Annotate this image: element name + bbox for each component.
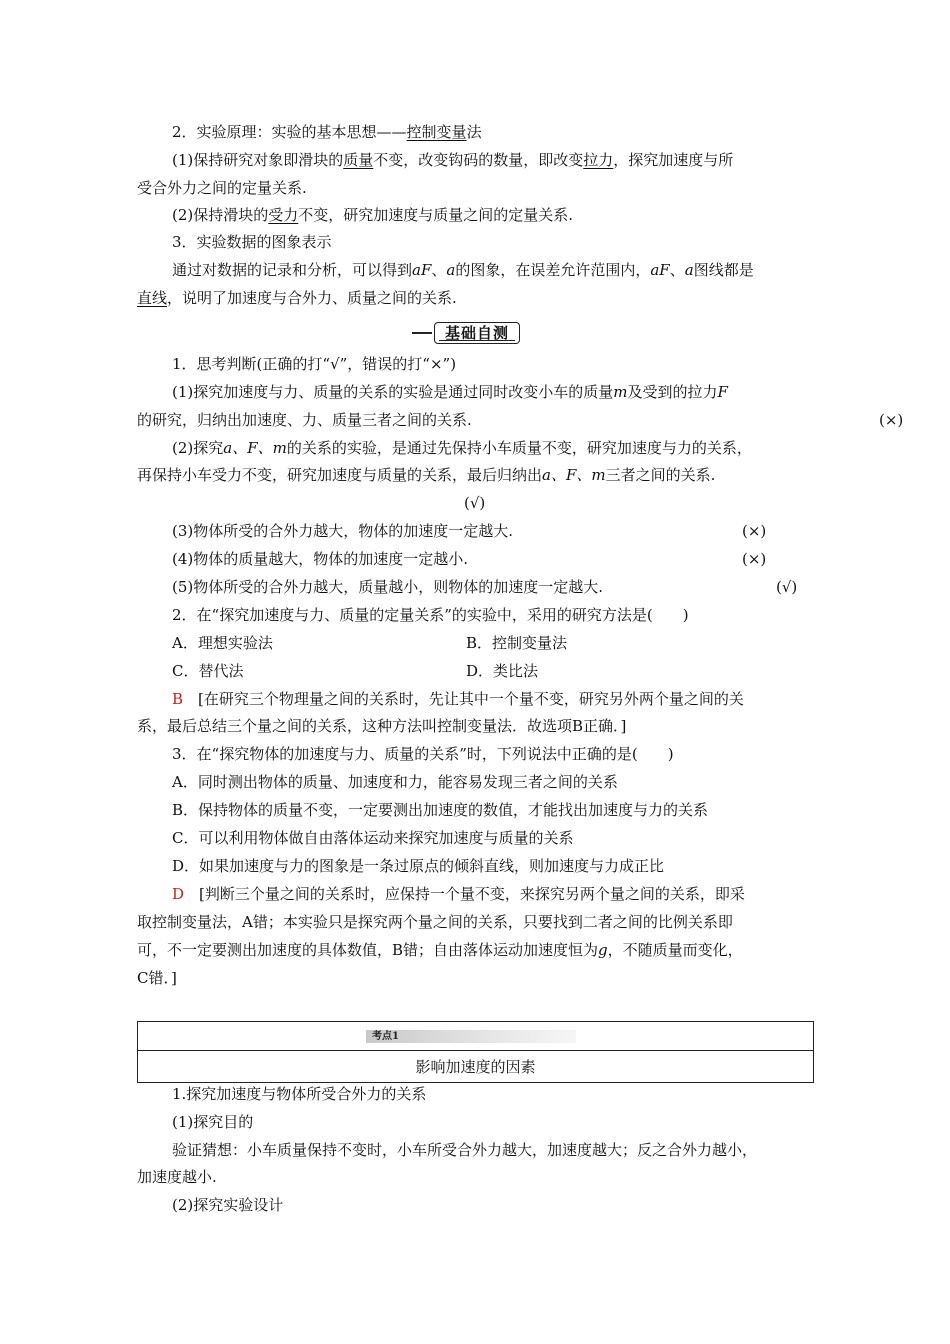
text-span: 再保持小车受力不变，研究加速度与质量的关系，最后归纳出 <box>137 466 543 484</box>
text-span: 通过对数据的记录和分析，可以得到 <box>172 261 413 279</box>
text-span: (2)保持滑块的 <box>172 206 269 224</box>
q3-explanation-line1 <box>172 883 852 905</box>
graph-line2 <box>137 287 817 309</box>
text-span: (3)物体所受的合外力越大，物体的加速度一定越大. <box>172 522 514 540</box>
q1-item1-answer: (×) <box>879 411 904 429</box>
underlined-straight-line: 直线 <box>137 289 168 307</box>
q1-item1-line2 <box>137 409 904 431</box>
text-span: ，说明了加速度与合外力、质量之间的关系. <box>167 289 457 307</box>
q2-option-a: A．理想实验法 <box>172 634 273 652</box>
math-a: a <box>446 261 456 279</box>
text-span: (1)探究加速度与力、质量的关系的实验是通过同时改变小车的质量 <box>172 383 614 401</box>
q2-stem: 2．在“探究加速度与力、质量的定量关系”的实验中，采用的研究方法是( ) <box>172 606 689 624</box>
q2-option-b: B．控制变量法 <box>466 634 568 652</box>
q3-stem: 3．在“探究物体的加速度与力、质量的关系”时，下列说法中正确的是( ) <box>172 745 674 763</box>
q1-heading: 1．思考判断(正确的打“√”，错误的打“×”) <box>172 355 457 373</box>
text-span: 及受到的拉力 <box>627 383 718 401</box>
section1-guess-line2: 加速度越小. <box>137 1168 217 1186</box>
q3-explanation-line2: 取控制变量法，A错；本实验只是探究两个量之间的关系，只要找到二者之间的比例关系即 <box>137 913 733 931</box>
q1-item2-line1 <box>172 437 852 459</box>
principle-heading-prefix: 2．实验原理：实验的基本思想—— <box>172 123 407 141</box>
principle-p1-line2: 受合外力之间的定量关系. <box>137 179 307 197</box>
graph-line1 <box>172 259 852 281</box>
q2-options-row2 <box>172 660 852 682</box>
key-point-tag <box>366 1030 576 1043</box>
q1-item5: (5)物体所受的合外力越大，质量越小，则物体的加速度一定越大. <box>172 578 604 596</box>
math-a: a <box>684 261 694 279</box>
principle-heading <box>172 121 852 143</box>
q1-item2-line2 <box>137 464 817 486</box>
underlined-applied-force: 受力 <box>268 206 299 224</box>
q3-option-b: B．保持物体的质量不变，一定要测出加速度的数值，才能找出加速度与力的关系 <box>172 801 709 819</box>
q2-explanation-line2: 系，最后总结三个量之间的关系，这种方法叫控制变量法．故选项B正确．] <box>137 717 627 735</box>
q1-item3-answer: (×) <box>742 522 767 540</box>
key-point-title: 影响加速度的因素 <box>415 1058 536 1076</box>
q2-answer-letter: B <box>172 690 184 708</box>
text-span: 、 <box>431 261 447 279</box>
math-m: m <box>613 383 628 401</box>
q2-options-row1 <box>172 632 852 654</box>
q2-explanation-line1 <box>172 688 852 710</box>
text-span: 三者之间的关系. <box>605 466 716 484</box>
q3-option-a: A．同时测出物体的质量、加速度和力，能容易发现三者之间的关系 <box>172 773 618 791</box>
key-point-header <box>138 1022 813 1051</box>
banner-left-rule <box>412 332 432 334</box>
q1-item4: (4)物体的质量越大，物体的加速度一定越小. <box>172 550 469 568</box>
key-point-box <box>137 1021 814 1083</box>
section1-sub2: (2)探究实验设计 <box>172 1196 284 1214</box>
q3-option-c: C．可以利用物体做自由落体运动来探究加速度与质量的关系 <box>172 829 574 847</box>
principle-p1-line1 <box>172 149 852 171</box>
math-aF: aF <box>650 261 670 279</box>
text-span: 的研究，归纳出加速度、力、质量三者之间的关系. <box>137 411 472 429</box>
principle-heading-suffix: 法 <box>466 123 482 141</box>
math-F: F <box>717 383 728 401</box>
section1-guess-line1: 验证猜想：小车质量保持不变时，小车所受合外力越大，加速度越大；反之合外力越小， <box>172 1141 758 1159</box>
text-span: 图线都是 <box>693 261 754 279</box>
underlined-force: 拉力 <box>583 151 614 169</box>
math-vars: a、F、m <box>223 439 287 457</box>
q1-item1-line1 <box>172 381 852 403</box>
text-span: ，探究加速度与所 <box>613 151 734 169</box>
q2-option-c: C．替代法 <box>172 662 244 680</box>
q3-explanation-line3 <box>137 939 817 961</box>
text-span: 可，不一定要测出加速度的具体数值，B错；自由落体运动加速度恒为 <box>137 941 599 959</box>
math-g: g <box>598 941 608 959</box>
principle-method-underlined: 控制变量 <box>406 123 467 141</box>
text-span: 、 <box>669 261 685 279</box>
q2-option-d: D．类比法 <box>466 662 539 680</box>
text-span: ，不随质量而变化， <box>607 941 743 959</box>
section1-heading: 1.探究加速度与物体所受合外力的关系 <box>172 1085 427 1103</box>
text-span: (1)保持研究对象即滑块的 <box>172 151 344 169</box>
q1-item2-answer: (√) <box>464 494 486 512</box>
q3-answer-letter: D <box>172 885 185 903</box>
text-span: [判断三个量之间的关系时，应保持一个量不变，来探究另两个量之间的关系，即采 <box>184 885 745 903</box>
graph-heading: 3．实验数据的图象表示 <box>172 233 332 251</box>
q3-explanation-line4: C错．] <box>137 969 177 987</box>
q1-item4-answer: (×) <box>742 550 767 568</box>
text-span: (2)探究 <box>172 439 224 457</box>
text-span: 不变，研究加速度与质量之间的定量关系. <box>298 206 574 224</box>
basic-self-test-banner <box>412 321 540 343</box>
principle-p2 <box>172 204 852 226</box>
underlined-mass: 质量 <box>343 151 374 169</box>
math-vars: a、F、m <box>542 466 606 484</box>
q1-item5-answer: (√) <box>776 578 798 596</box>
key-point-tag-label: 考点1 <box>372 1031 399 1042</box>
math-aF: aF <box>412 261 432 279</box>
q3-option-d: D．如果加速度与力的图象是一条过原点的倾斜直线，则加速度与力成正比 <box>172 857 665 875</box>
text-span: 不变，改变钩码的数量，即改变 <box>373 151 584 169</box>
section1-sub1: (1)探究目的 <box>172 1113 254 1131</box>
text-span: 的关系的实验，是通过先保持小车质量不变，研究加速度与力的关系， <box>286 439 752 457</box>
banner-label: 基础自测 <box>434 322 520 344</box>
text-span: [在研究三个物理量之间的关系时，先让其中一个量不变，研究另外两个量之间的关 <box>183 690 744 708</box>
text-span: 的图象，在误差允许范围内， <box>455 261 651 279</box>
